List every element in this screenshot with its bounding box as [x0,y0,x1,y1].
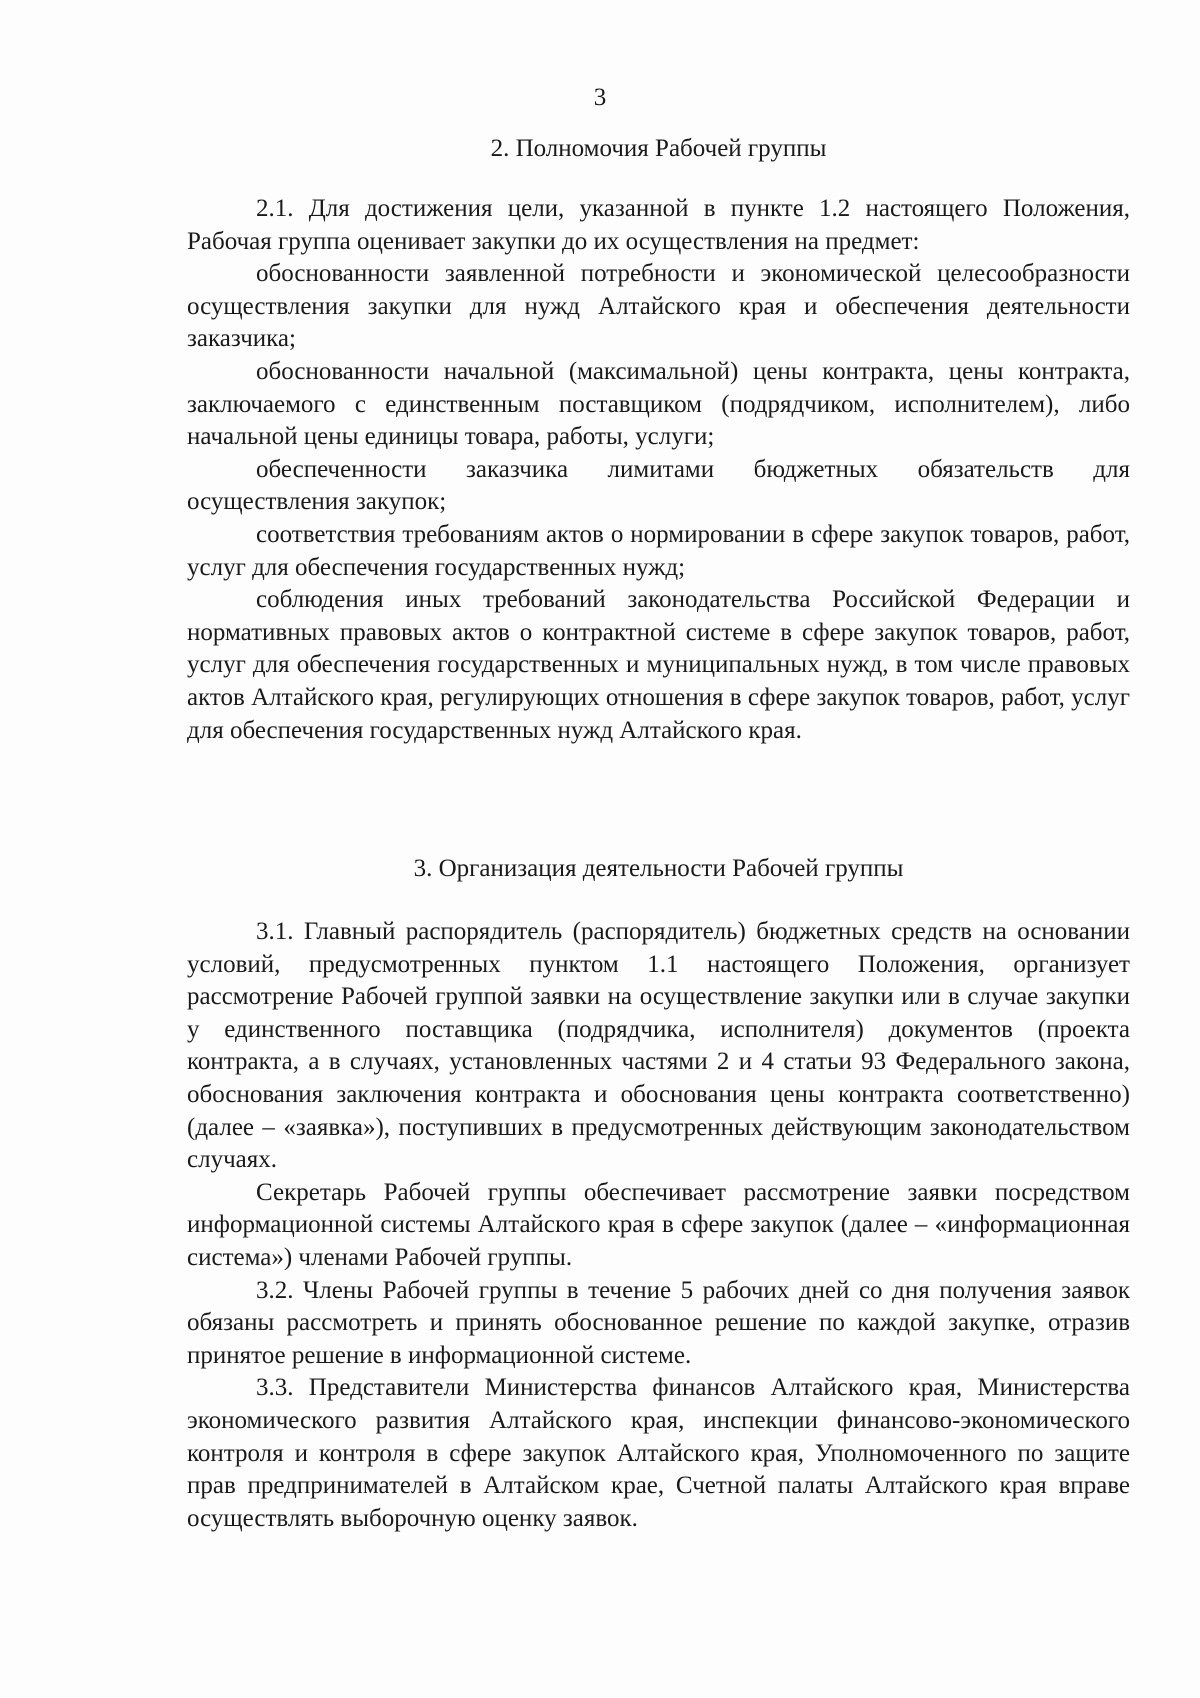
paragraph-3-3: 3.3. Представители Министерства финансов Алтайского края, Министерства экономического развития Алтайского края, инспекции финансово-экономического контроля и контроля в сфере закупок Алтайского края, Уполномоченного по защите прав предпринимателей в Алтайском крае, Счетной палаты Алтайского края вправе осуществлять выборочную оценку заявок. [187,1374,1130,1532]
paragraph-2-1-item-1: обоснованности заявленной потребности и экономической целесообразности осуществления закупки для нужд Алтайского края и обеспечения деятельности заказчика; [187,260,1130,353]
section-3-heading: 3. Организация деятельности Рабочей группы [413,855,904,882]
paragraph-2-1-item-3: обеспеченности заказчика лимитами бюджетных обязательств для осуществления закупок; [187,455,1130,516]
paragraph-3-1-secretary: Секретарь Рабочей группы обеспечивает рассмотрение заявки посредством информационной системы Алтайского края в сфере закупок (далее – «информационная система») членами Рабочей группы. [187,1178,1130,1271]
section-2-heading: 2. Полномочия Рабочей группы [490,135,827,162]
paragraph-3-2: 3.2. Члены Рабочей группы в течение 5 рабочих дней со дня получения заявок обязаны рассмотреть и принять обоснованное решение по каждой закупке, отразив принятое решение в информационной системе. [187,1276,1130,1369]
paragraph-3-1: 3.1. Главный распорядитель (распорядитель) бюджетных средств на основании условий, предусмотренных пунктом 1.1 настоящего Положения, организует рассмотрение Рабочей группой заявки на осуществление закупки или в случае закупки у единственного поставщика (подрядчика, исполнителя) документов (проекта контракта, а в случаях, установленных частями 2 и 4 статьи 93 Федерального закона, обоснования заключения контракта и обоснования цены контракта соответственно) (далее – «заявка»), поступивших в предусмотренных действующим законодательством случаях. [187,918,1130,1174]
section-2-body [187,193,1130,747]
page-number: 3 [593,84,607,111]
paragraph-2-1-item-2: обоснованности начальной (максимальной) цены контракта, цены контракта, заключаемого с единственным поставщиком (подрядчиком, исполнителем), либо начальной цены единицы товара, работы, услуги; [187,357,1130,451]
paragraph-2-1-item-5: соблюдения иных требований законодательства Российской Федерации и нормативных правовых актов о контрактной системе в сфере закупок товаров, работ, услуг для обеспечения государственных и муниципальных нужд, в том числе правовых актов Алтайского края, регулирующих отношения в сфере закупок товаров, работ, услуг для обеспечения государственных нужд Алтайского края. [187,586,1130,744]
paragraph-2-1-item-4: соответствия требованиям актов о нормировании в сфере закупок товаров, работ, услуг для обеспечения государственных нужд; [187,520,1130,581]
paragraph-2-1: 2.1. Для достижения цели, указанной в пункте 1.2 настоящего Положения, Рабочая группа оценивает закупки до их осуществления на предмет: [187,195,1130,255]
section-3-body [187,916,1130,1535]
